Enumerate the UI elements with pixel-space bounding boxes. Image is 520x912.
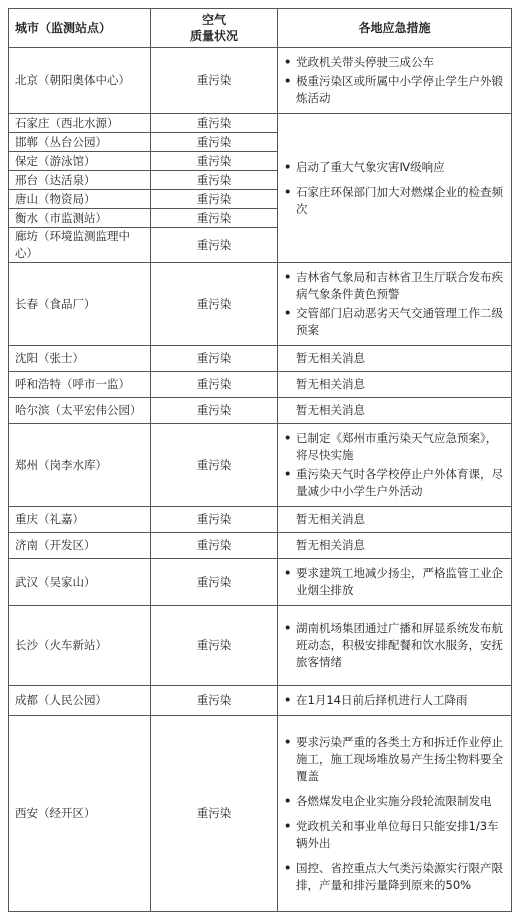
table-row <box>9 716 512 912</box>
measure-text: 暂无相关消息 <box>296 538 365 552</box>
quality-cell: 重污染 <box>151 424 278 507</box>
table-row <box>9 114 512 133</box>
table-row <box>9 533 512 559</box>
table-row <box>9 48 512 114</box>
city-cell: 衡水（市监测站） <box>9 209 151 228</box>
measure-item: • 党政机关带头停驶三成公车 <box>284 54 503 71</box>
city-cell: 沈阳（张士） <box>9 346 151 372</box>
quality-cell: 重污染 <box>151 209 278 228</box>
measure-item: • 已制定《郑州市重污染天气应急预案》，将尽快实施 <box>284 430 503 464</box>
city-cell: 唐山（物资局） <box>9 190 151 209</box>
measure-item: • 极重污染区或所属中小学停止学生户外锻炼活动 <box>284 73 503 107</box>
quality-cell: 重污染 <box>151 133 278 152</box>
air-quality-table <box>8 8 512 912</box>
quality-cell: 重污染 <box>151 716 278 912</box>
quality-cell: 重污染 <box>151 171 278 190</box>
measures-cell <box>278 424 512 507</box>
measure-item: • 要求污染严重的各类土方和拆迁作业停止施工，施工现场堆放易产生扬尘物料要全覆盖 <box>284 734 503 785</box>
quality-cell: 重污染 <box>151 686 278 716</box>
quality-cell: 重污染 <box>151 372 278 398</box>
measure-text: 暂无相关消息 <box>296 403 365 417</box>
header-quality-line2: 质量状况 <box>189 29 238 43</box>
header-city: 城市（监测站点） <box>9 9 151 48</box>
city-cell: 长沙（火车新站） <box>9 606 151 686</box>
measures-cell <box>278 686 512 716</box>
measures-list <box>284 620 503 671</box>
quality-cell: 重污染 <box>151 152 278 171</box>
city-cell: 保定（游泳馆） <box>9 152 151 171</box>
quality-cell: 重污染 <box>151 190 278 209</box>
city-cell: 重庆（礼嘉） <box>9 507 151 533</box>
measure-item: • 重污染天气时各学校停止户外体育课，尽量减少中小学生户外活动 <box>284 466 503 500</box>
measure-item: • 党政机关和事业单位每日只能安排1/3车辆外出 <box>284 818 503 852</box>
air-quality-table-container <box>8 8 511 912</box>
measures-list <box>284 430 503 500</box>
measures-cell <box>278 606 512 686</box>
table-row <box>9 686 512 716</box>
measures-cell <box>278 48 512 114</box>
quality-cell: 重污染 <box>151 533 278 559</box>
measures-cell <box>278 346 512 372</box>
measures-cell <box>278 559 512 606</box>
header-row <box>9 9 512 48</box>
city-cell: 邯郸（丛台公园） <box>9 133 151 152</box>
city-cell: 济南（开发区） <box>9 533 151 559</box>
measure-item: • 要求建筑工地减少扬尘，严格监管工业企业烟尘排放 <box>284 565 503 599</box>
measures-list <box>284 734 503 894</box>
table-row <box>9 606 512 686</box>
measure-item: • 石家庄环保部门加大对燃煤企业的检查频次 <box>284 184 503 218</box>
quality-cell: 重污染 <box>151 228 278 263</box>
quality-cell: 重污染 <box>151 606 278 686</box>
city-cell: 石家庄（西北水源） <box>9 114 151 133</box>
table-row <box>9 559 512 606</box>
measure-text: 暂无相关消息 <box>296 512 365 526</box>
city-cell: 北京（朝阳奥体中心） <box>9 48 151 114</box>
measures-cell <box>278 263 512 346</box>
city-cell: 成都（人民公园） <box>9 686 151 716</box>
measures-list <box>284 159 503 218</box>
measures-list <box>284 565 503 599</box>
table-row <box>9 372 512 398</box>
city-cell: 哈尔滨（太平宏伟公园） <box>9 398 151 424</box>
header-quality-line1: 空气 <box>201 13 226 27</box>
measures-cell <box>278 372 512 398</box>
quality-cell: 重污染 <box>151 48 278 114</box>
measures-list <box>284 692 503 709</box>
quality-cell: 重污染 <box>151 346 278 372</box>
table-row <box>9 263 512 346</box>
table-row <box>9 507 512 533</box>
city-cell: 郑州（岗李水库） <box>9 424 151 507</box>
city-cell: 长春（食品厂） <box>9 263 151 346</box>
quality-cell: 重污染 <box>151 398 278 424</box>
city-cell: 西安（经开区） <box>9 716 151 912</box>
city-cell: 武汉（吴家山） <box>9 559 151 606</box>
table-row <box>9 424 512 507</box>
measure-item: • 各燃煤发电企业实施分段轮流限制发电 <box>284 793 503 810</box>
table-row <box>9 346 512 372</box>
city-cell: 邢台（达活泉） <box>9 171 151 190</box>
measure-item: • 交管部门启动恶劣天气交通管理工作二级预案 <box>284 305 503 339</box>
quality-cell: 重污染 <box>151 263 278 346</box>
header-quality <box>151 9 278 48</box>
measure-item: • 吉林省气象局和吉林省卫生厅联合发布疾病气象条件黄色预警 <box>284 269 503 303</box>
measure-text: 暂无相关消息 <box>296 351 365 365</box>
measures-cell <box>278 507 512 533</box>
measures-cell <box>278 533 512 559</box>
measure-text: 暂无相关消息 <box>296 377 365 391</box>
measure-item: • 国控、省控重点大气类污染源实行限产限排，产量和排污量降到原来的50% <box>284 860 503 894</box>
measures-cell <box>278 716 512 912</box>
quality-cell: 重污染 <box>151 114 278 133</box>
city-cell: 廊坊（环境监测监理中心） <box>9 228 151 263</box>
measures-cell <box>278 114 512 263</box>
measures-cell <box>278 398 512 424</box>
measures-list <box>284 269 503 339</box>
city-cell: 呼和浩特（呼市一监） <box>9 372 151 398</box>
measure-item: • 湖南机场集团通过广播和屏显系统发布航班动态，积极安排配餐和饮水服务，安抚旅客情绪 <box>284 620 503 671</box>
header-measures: 各地应急措施 <box>278 9 512 48</box>
measure-item: • 启动了重大气象灾害Ⅳ级响应 <box>284 159 503 176</box>
measures-list <box>284 54 503 107</box>
quality-cell: 重污染 <box>151 507 278 533</box>
measure-item: • 在1月14日前后择机进行人工降雨 <box>284 692 503 709</box>
table-row <box>9 398 512 424</box>
quality-cell: 重污染 <box>151 559 278 606</box>
